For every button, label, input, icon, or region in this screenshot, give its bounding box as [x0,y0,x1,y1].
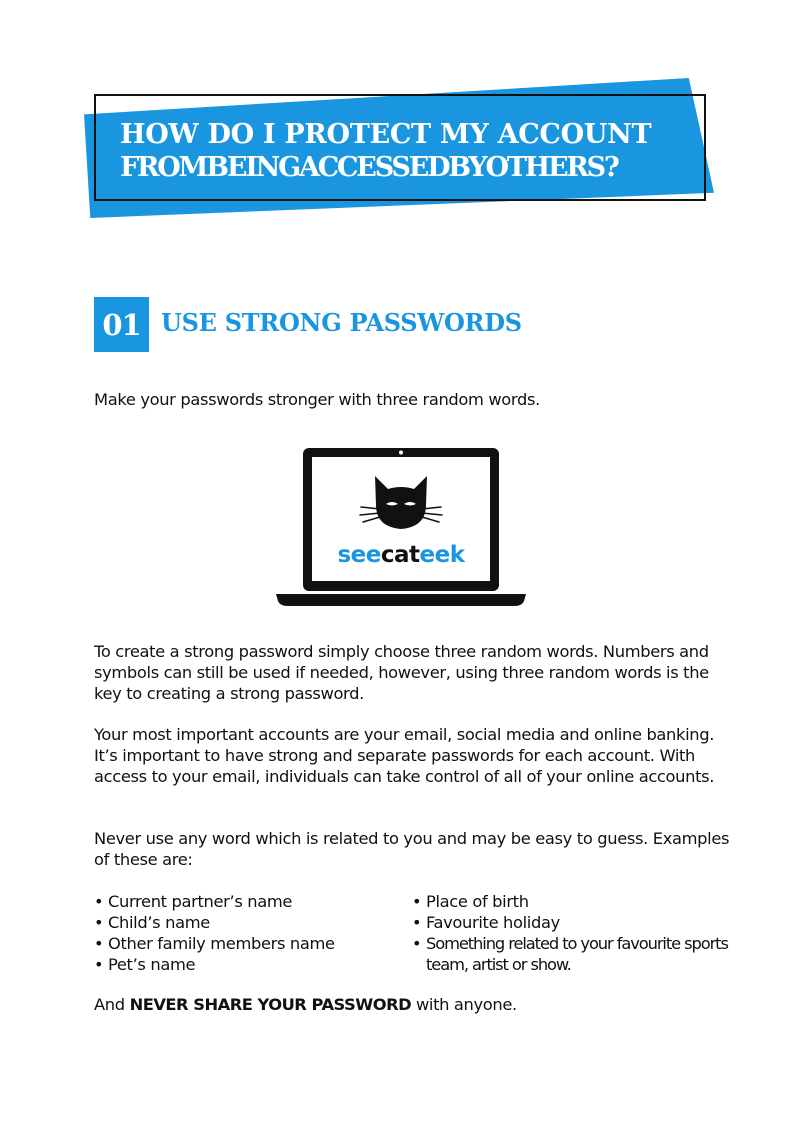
section-number: 01 [94,297,149,352]
examples-list-right [412,891,732,975]
paragraph-important-accounts: Your most important accounts are your email, social media and online banking. It’s important to have strong and separate passwords for each account. With access to your email, individuals can take control of all of your online accounts. [94,725,715,786]
list-item: • Child’s name [94,912,404,933]
list-item: • Favourite holiday [412,912,732,933]
section-title: USE STRONG PASSWORDS [161,308,522,337]
list-item: • Place of birth [412,891,732,912]
header-banner [84,78,714,218]
list-item: • Current partner’s name [94,891,404,912]
title-line-1: HOW DO I PROTECT MY ACCOUNT [120,119,652,150]
final-suffix: with anyone. [411,995,517,1014]
laptop-cat-icon [276,446,526,608]
paragraph-avoid-personal-words: Never use any word which is related to you and may be easy to guess. Examples of these are: [94,829,730,869]
examples-list-left [94,891,404,975]
page-title [120,118,700,184]
brand-wordmark: seecateek [337,542,465,568]
final-prefix: And [94,995,130,1014]
intro-text: Make your passwords stronger with three random words. [94,390,540,409]
list-item: • Other family members name [94,933,404,954]
title-line-2: FROMBEINGACCESSEDBYOTHERS? [120,152,618,183]
final-emphasis: NEVER SHARE YOUR PASSWORD [129,995,412,1014]
list-item: • Pet’s name [94,954,404,975]
final-warning [94,994,734,1015]
paragraph-strong-password: To create a strong password simply choose three random words. Numbers and symbols can still be used if needed, however, using three random words is the key to creating a strong password. [94,642,709,703]
list-item: • Something related to your favourite sports team, artist or show. [412,933,732,975]
